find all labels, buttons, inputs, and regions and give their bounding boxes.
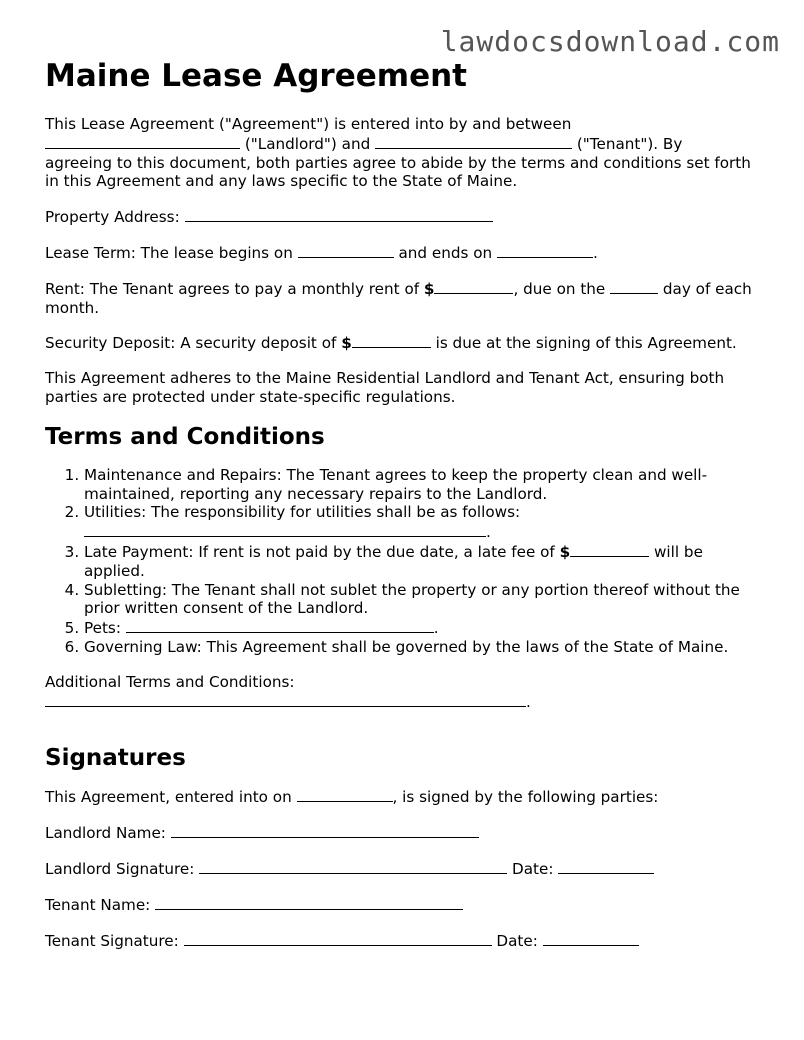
landlord-date-label: Date: (507, 859, 559, 878)
terms-list (45, 466, 767, 657)
tenant-name-line (45, 895, 767, 915)
pets-blank[interactable] (126, 618, 434, 633)
page-title: Maine Lease Agreement (45, 58, 467, 94)
rent-label: Rent: The Tenant agrees to pay a monthly rent of (45, 279, 424, 298)
lease-term-mid: and ends on (393, 243, 497, 262)
lease-term-line (45, 243, 767, 263)
signatures-heading: Signatures (45, 745, 186, 772)
rent-end: day of each month. (45, 279, 752, 317)
list-item (84, 503, 767, 542)
watermark: lawdocsdownload.com (440, 25, 780, 58)
tenant-blank[interactable] (375, 134, 572, 149)
list-item (84, 542, 767, 581)
agreement-date-end: , is signed by the following parties: (392, 788, 659, 807)
list-item (84, 581, 767, 619)
pets-period: . (433, 619, 439, 638)
utilities-blank[interactable] (84, 522, 486, 537)
list-item (84, 638, 767, 657)
rent-amount-blank[interactable] (434, 279, 513, 294)
deposit-amount-blank[interactable] (352, 333, 431, 348)
document-page (45, 58, 767, 966)
agreement-date-blank[interactable] (297, 787, 393, 802)
agreement-date-line (45, 787, 767, 807)
tenant-date-label: Date: (491, 931, 543, 950)
additional-terms (45, 673, 767, 712)
additional-terms-label: Additional Terms and Conditions: (45, 672, 295, 691)
landlord-signature-label: Landlord Signature: (45, 859, 200, 878)
deposit-line (45, 333, 767, 353)
tenant-signature-line (45, 931, 767, 951)
late-fee-currency: $ (559, 542, 571, 561)
governing-law-text: Governing Law: This Agreement shall be governed by the laws of the State of Maine. (84, 637, 729, 656)
landlord-date-blank[interactable] (558, 859, 654, 874)
utilities-text: Utilities: The responsibility for utilities shall be as follows: (84, 503, 521, 522)
landlord-name-label: Landlord Name: (45, 824, 171, 843)
deposit-currency: $ (341, 334, 352, 353)
rent-line (45, 279, 767, 318)
maintenance-text: Maintenance and Repairs: The Tenant agrees to keep the property clean and well-maintained, reporting any necessary repairs to the Landlord. (84, 465, 708, 503)
rent-mid: , due on the (513, 279, 611, 298)
intro-text: This Lease Agreement ("Agreement") is entered into by and between (45, 115, 572, 133)
lease-start-blank[interactable] (298, 243, 394, 258)
landlord-signature-line (45, 859, 767, 879)
tenant-signature-label: Tenant Signature: (45, 931, 184, 950)
additional-terms-period: . (526, 692, 531, 711)
lease-end-blank[interactable] (497, 243, 593, 258)
landlord-label: ("Landlord") and (240, 134, 376, 153)
pets-text: Pets: (84, 619, 126, 638)
utilities-period: . (486, 523, 491, 542)
tenant-date-blank[interactable] (543, 931, 639, 946)
deposit-end: is due at the signing of this Agreement. (430, 334, 737, 353)
intro-text-2: agreeing to this document, both parties agree to abide by the terms and conditions set forth in this Agreement and any laws specific to the State of Maine. (45, 153, 751, 191)
deposit-label: Security Deposit: A security deposit of (45, 334, 342, 353)
intro-paragraph (45, 115, 767, 191)
list-item (84, 466, 767, 504)
landlord-signature-blank[interactable] (199, 859, 507, 874)
rent-currency: $ (423, 279, 435, 298)
tenant-name-blank[interactable] (155, 895, 463, 910)
property-address-label: Property Address: (45, 208, 185, 227)
landlord-name-line (45, 823, 767, 843)
lease-term-label: Lease Term: The lease begins on (45, 243, 298, 262)
tenant-label: ("Tenant"). By (572, 134, 683, 153)
agreement-date-label: This Agreement, entered into on (45, 788, 297, 807)
subletting-text: Subletting: The Tenant shall not sublet the property or any portion thereof without the prior written consent of the Landlord. (84, 580, 740, 618)
tenant-signature-blank[interactable] (184, 931, 492, 946)
late-payment-end: will be applied. (84, 542, 703, 580)
adherence-paragraph: This Agreement adheres to the Maine Residential Landlord and Tenant Act, ensuring both parties are protected under state-specific regulations. (45, 369, 725, 406)
landlord-blank[interactable] (45, 134, 240, 149)
lease-term-end: . (593, 243, 598, 262)
rent-day-blank[interactable] (610, 279, 658, 294)
late-payment-text: Late Payment: If rent is not paid by the due date, a late fee of (84, 542, 560, 561)
terms-heading: Terms and Conditions (45, 423, 325, 450)
additional-terms-blank[interactable] (45, 692, 526, 707)
property-address-line (45, 207, 767, 227)
landlord-name-blank[interactable] (171, 823, 479, 838)
tenant-name-label: Tenant Name: (45, 895, 156, 914)
property-address-blank[interactable] (185, 207, 493, 222)
late-fee-blank[interactable] (570, 542, 649, 557)
list-item (84, 618, 767, 638)
